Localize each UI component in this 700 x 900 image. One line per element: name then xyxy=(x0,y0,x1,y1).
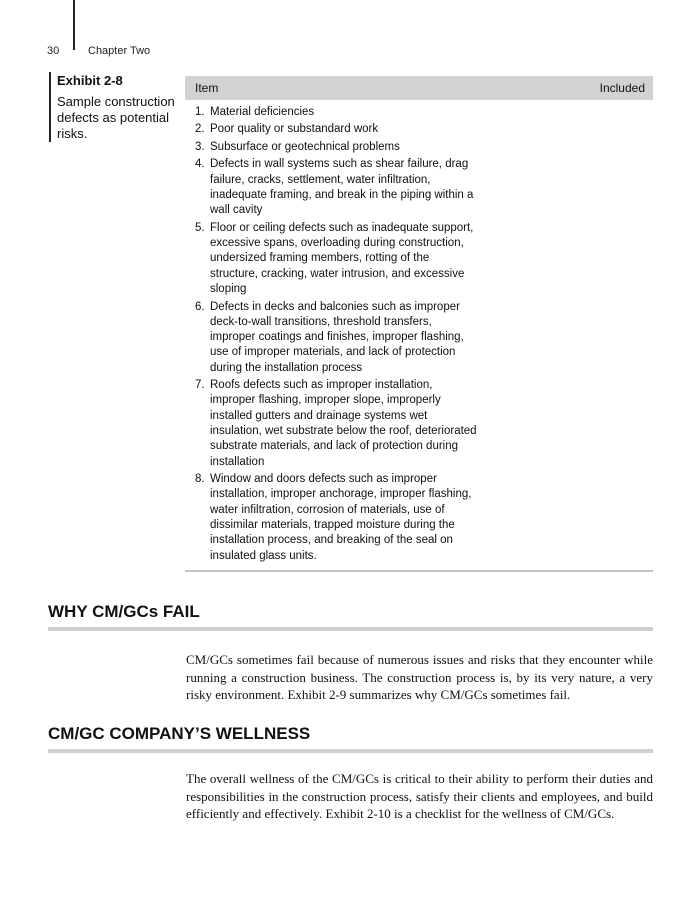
section-body-wellness: The overall wellness of the CM/GCs is critical to their ability to perform their duties and responsibilities in the construction process, satisfy their clients and employees, and build efficiently and effectively. Exhibit 2-10 is a checklist for the wellness of CM/GCs. xyxy=(186,771,653,821)
exhibit-number: Exhibit 2-8 xyxy=(57,73,123,88)
list-item xyxy=(185,122,480,137)
item-number: 6. xyxy=(195,300,205,313)
item-text: Defects in decks and balconies such as improper deck-to-wall transitions, threshold transfers, improper coatings and finishes, improper flashing, use of improper materials, and lack of protection during the installation process xyxy=(210,300,464,374)
chapter-title: Chapter Two xyxy=(88,45,151,57)
section-heading-why-fail: WHY CM/GCs FAIL xyxy=(48,602,653,631)
list-item xyxy=(185,221,480,297)
table-header xyxy=(185,76,653,100)
item-text: Defects in wall systems such as shear failure, drag failure, cracks, settlement, water infiltration, inadequate framing, and break in the piping within a wall cavity xyxy=(210,158,474,217)
defect-list xyxy=(185,100,653,572)
item-text: Roofs defects such as improper installation, improper flashing, improper slope, improperly installed gutters and drainage systems wet insulation, wet substrate below the roof, deteriorated substrate materials, and lack of protection during installation xyxy=(210,379,477,468)
list-item xyxy=(185,300,480,376)
item-text: Material deficiencies xyxy=(210,106,315,118)
item-number: 8. xyxy=(195,473,205,486)
column-header-included: Included xyxy=(599,81,645,95)
item-text: Window and doors defects such as improper installation, improper anchorage, improper flashing, water infiltration, corrosion of materials, use of dissimilar materials, trapped moisture during the installation process, and breaking of the seal on insulated glass units. xyxy=(210,473,472,562)
item-number: 3. xyxy=(195,140,205,153)
exhibit-table xyxy=(185,76,653,572)
item-number: 2. xyxy=(195,123,205,136)
list-item xyxy=(185,472,480,564)
section-heading-wellness: CM/GC COMPANY’S WELLNESS xyxy=(48,724,653,753)
section-body-why-fail: CM/GCs sometimes fail because of numerous issues and risks that they encounter while running a construction business. The construction process is, by its very nature, a very risky environment. Exhibit 2-9 summarizes why CM/GCs sometimes fail. xyxy=(186,652,653,702)
item-text: Poor quality or substandard work xyxy=(210,123,379,136)
column-header-item: Item xyxy=(195,81,219,95)
exhibit-caption: Sample construction defects as potential risks. xyxy=(57,94,175,141)
item-text: Subsurface or geotechnical problems xyxy=(210,140,400,153)
page-number: 30 xyxy=(47,45,60,57)
item-text: Floor or ceiling defects such as inadequate support, excessive spans, overloading during construction, undersized framing members, rotting of the structure, cracking, water intrusion, and excessive sloping xyxy=(210,221,474,296)
item-number: 7. xyxy=(195,379,205,392)
item-number: 4. xyxy=(195,158,205,171)
list-item xyxy=(185,157,480,218)
exhibit-label xyxy=(49,72,182,142)
list-item xyxy=(185,140,480,155)
header-rule xyxy=(73,0,75,50)
item-number: 1. xyxy=(195,106,205,118)
list-item xyxy=(185,378,480,470)
list-item xyxy=(185,105,480,120)
item-number: 5. xyxy=(195,221,205,234)
